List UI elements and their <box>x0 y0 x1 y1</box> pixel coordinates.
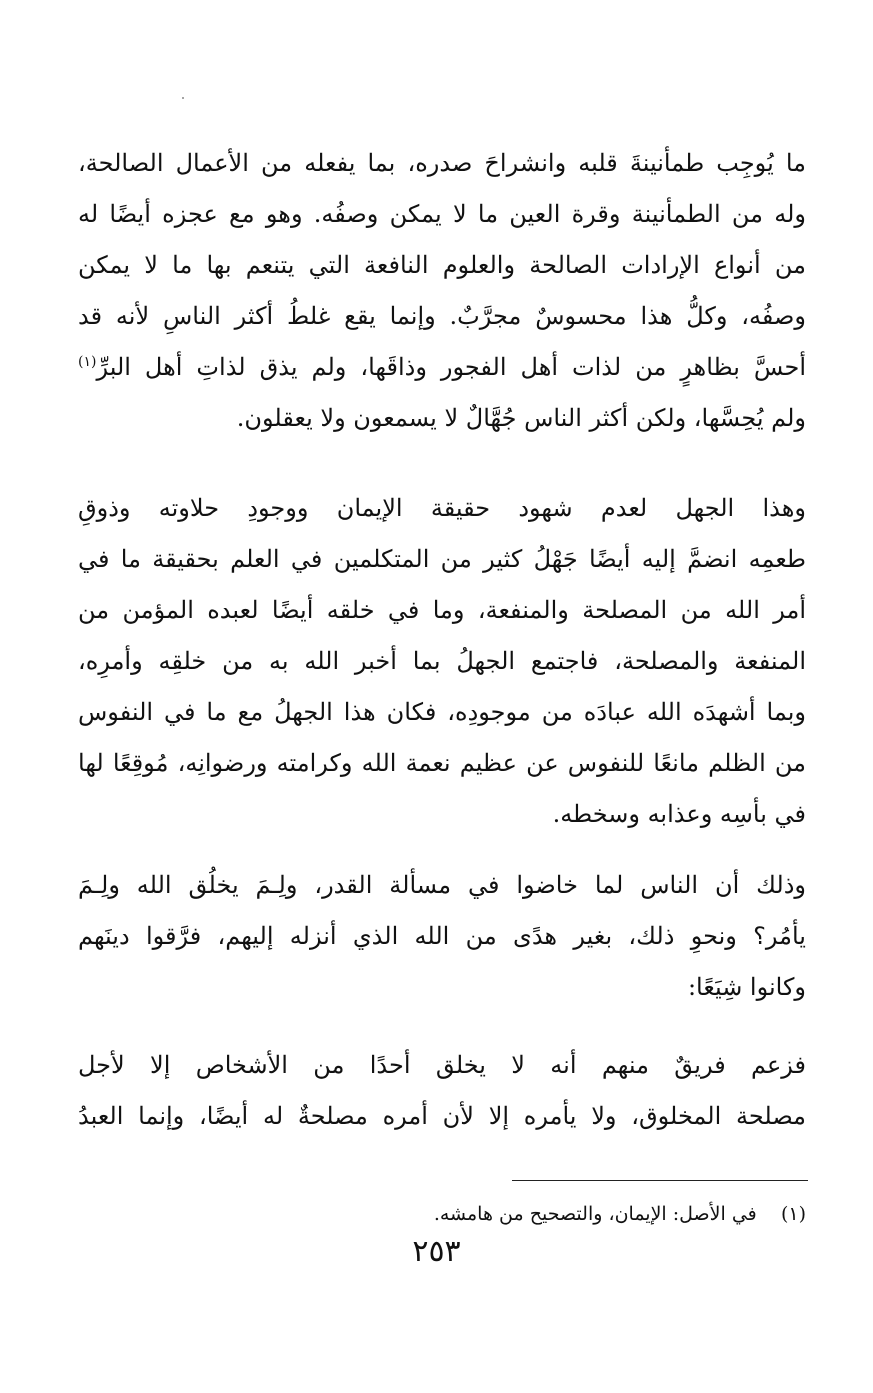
text-line: أمر الله من المصلحة والمنفعة، وما في خلقه أيضًا لعبده المؤمن من <box>78 596 806 624</box>
footnote <box>78 1196 806 1232</box>
text-line: من أنواع الإرادات الصالحة والعلوم النافعة التي يتنعم بها ما لا يمكن <box>78 251 806 279</box>
footnote-reference: (١) <box>78 354 97 370</box>
scan-speck <box>182 97 184 99</box>
page-number: ٢٥٣ <box>412 1234 461 1269</box>
paragraph-4 <box>78 1040 806 1142</box>
text-line: وبما أشهدَه الله عبادَه من موجودِه، فكان هذا الجهلُ مع ما في النفوس <box>78 698 806 726</box>
text-line: وله من الطمأنينة وقرة العين ما لا يمكن وصفُه. وهو مع عجزه أيضًا له <box>78 200 806 228</box>
paragraph-2 <box>78 483 806 840</box>
text-line: في بأسِه وعذابه وسخطه. <box>552 800 806 828</box>
text-line: المنفعة والمصلحة، فاجتمع الجهلُ بما أخبر الله به من خلقِه وأمرِه، <box>78 647 806 675</box>
text-line-with-footnote <box>78 342 806 393</box>
text-line: فزعم فريقٌ منهم أنه لا يخلق أحدًا من الأشخاص إلا لأجل <box>78 1051 806 1079</box>
text-line: من الظلم مانعًا للنفوس عن عظيم نعمة الله وكرامته ورضوانِه، مُوقِعًا لها <box>78 749 806 777</box>
text-line: وصفُه، وكلُّ هذا محسوسٌ مجرَّبٌ. وإنما يقع غلطُ أكثر الناسِ لأنه قد <box>78 302 806 330</box>
text-line: أحسَّ بظاهرٍ من لذات أهل الفجور وذاقَها، ولم يذق لذاتِ أهل البرِّ <box>96 353 806 381</box>
paragraph-3 <box>78 860 806 1013</box>
text-line: ما يُوجِب طمأنينةَ قلبه وانشراحَ صدره، بما يفعله من الأعمال الصالحة، <box>78 149 806 177</box>
paragraph-1 <box>78 138 806 444</box>
text-line: ولم يُحِسَّها، ولكن أكثر الناس جُهَّالٌ لا يسمعون ولا يعقلون. <box>236 404 806 432</box>
text-line: وهذا الجهل لعدم شهود حقيقة الإيمان ووجودِ حلاوته وذوقِ <box>78 494 806 522</box>
footnote-divider <box>512 1180 808 1181</box>
text-line: وكانوا شِيَعًا: <box>687 973 806 1001</box>
text-line: وذلك أن الناس لما خاضوا في مسألة القدر، ولِـمَ يخلُق الله ولِـمَ <box>78 871 806 899</box>
footnote-text: في الأصل: الإيمان، والتصحيح من هامشه. <box>433 1203 757 1225</box>
text-line: يأمُر؟ ونحوِ ذلك، بغير هدًى من الله الذي أنزله إليهم، فرَّقوا دينَهم <box>78 922 806 950</box>
text-line: مصلحة المخلوق، ولا يأمره إلا لأن أمره مصلحةٌ له أيضًا، وإنما العبدُ <box>78 1102 806 1130</box>
text-line: طعمِه انضمَّ إليه أيضًا جَهْلُ كثير من المتكلمين في العلم بحقيقة ما في <box>78 545 806 573</box>
footnote-number: (١) <box>780 1203 806 1225</box>
